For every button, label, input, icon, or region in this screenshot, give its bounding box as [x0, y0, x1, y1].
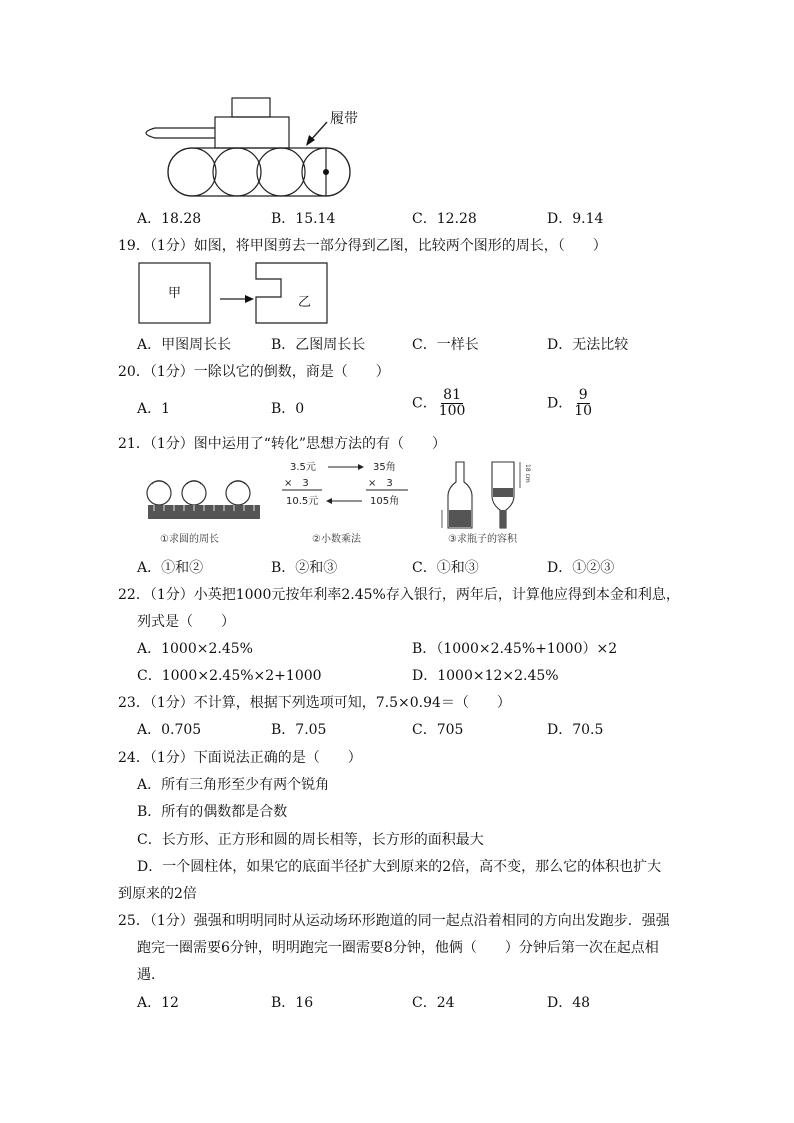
- q20-option-d-prefix: D．: [547, 395, 573, 412]
- q22-option-d[interactable]: D．1000×12×2.45%: [412, 668, 559, 684]
- tread-label: 履带: [330, 111, 358, 127]
- q19-option-b[interactable]: B．乙图周长长: [271, 337, 366, 353]
- tank-wheel: [213, 148, 261, 196]
- q20-option-c[interactable]: [412, 388, 467, 419]
- q25-stem-line3: 遇．: [137, 967, 165, 983]
- svg-text:10.5元: 10.5元: [286, 496, 319, 507]
- tank-wheel: [168, 148, 216, 196]
- q21-option-a[interactable]: A．①和②: [137, 560, 204, 576]
- q24-option-c[interactable]: C．长方形、正方形和圆的周长相等，长方形的面积最大: [137, 832, 484, 848]
- q21-option-c[interactable]: C．①和③: [412, 560, 479, 576]
- q24-stem: 24．（1分）下面说法正确的是（ ）: [118, 750, 362, 766]
- q20-option-c-prefix: C．: [412, 395, 437, 412]
- svg-text:3.5元: 3.5元: [290, 462, 316, 473]
- tank-wheel: [257, 148, 305, 196]
- q24-option-b[interactable]: B．所有的偶数都是合数: [137, 804, 288, 820]
- q19-option-a[interactable]: A．甲图周长长: [137, 337, 232, 353]
- shape-jia-label: 甲: [168, 286, 182, 301]
- q25-stem-line2: 跑完一圈需要6分钟，明明跑完一圈需要8分钟，他俩（ ）分钟后第一次在起点相: [137, 940, 659, 956]
- q19-stem: 19．（1分）如图，将甲图剪去一部分得到乙图，比较两个图形的周长，（ ）: [118, 238, 607, 254]
- q24-option-d-cont: 到原来的2倍: [118, 886, 197, 902]
- tank-figure: [135, 92, 375, 202]
- tank-barrel: [146, 128, 215, 138]
- q25-stem-line1: 25．（1分）强强和明明同时从运动场环形跑道的同一起点沿着相同的方向出发跑步．强强: [118, 913, 670, 929]
- q25-option-b[interactable]: B．16: [271, 995, 314, 1011]
- q20-stem: 20．（1分）一除以它的倒数，商是（ ）: [118, 364, 390, 380]
- q21-fig-bottle: [428, 458, 543, 550]
- q18-option-a[interactable]: A．18.28: [137, 211, 202, 227]
- q23-stem: 23．（1分）不计算，根据下列选项可知，7.5×0.94＝（ ）: [118, 695, 511, 711]
- q22-option-a[interactable]: A．1000×2.45%: [137, 641, 253, 657]
- q21-option-b[interactable]: B．②和③: [271, 560, 338, 576]
- caption-bottle-volume: ③求瓶子的容积: [448, 534, 517, 545]
- q25-option-a[interactable]: A．12: [137, 995, 179, 1011]
- q20-option-d[interactable]: [547, 388, 594, 419]
- bottle-height-label: 18 cm: [524, 464, 531, 483]
- svg-text:× 3: × 3: [284, 478, 309, 489]
- q19-figure: [138, 262, 333, 324]
- q18-option-c[interactable]: C．12.28: [412, 211, 477, 227]
- q24-option-d[interactable]: D．一个圆柱体，如果它的底面半径扩大到原来的2倍，高不变，那么它的体积也扩大: [137, 859, 662, 875]
- q21-fig-circle-roll: [140, 460, 266, 550]
- q22-stem-line1: 22．（1分）小英把1000元按年利率2.45%存入银行，两年后，计算他应得到本金和利息，: [118, 587, 680, 603]
- q20-option-a[interactable]: A．1: [137, 401, 171, 417]
- svg-text:× 3: × 3: [368, 478, 393, 489]
- wheel-center-dot: [323, 169, 329, 175]
- fraction: [572, 388, 594, 419]
- q25-option-c[interactable]: C．24: [412, 995, 455, 1011]
- caption-decimal-mult: ②小数乘法: [312, 534, 361, 545]
- q22-option-b[interactable]: B．（1000×2.45%+1000）×2: [412, 641, 618, 657]
- fraction-denominator: 10: [574, 403, 593, 419]
- caption-circle-perimeter: ①求圆的周长: [160, 534, 219, 545]
- shape-yi-label: 乙: [298, 295, 312, 310]
- q18-option-d[interactable]: D．9.14: [547, 211, 604, 227]
- tank-turret: [232, 98, 270, 117]
- q23-option-d[interactable]: D．70.5: [547, 722, 604, 738]
- q23-option-c[interactable]: C．705: [412, 722, 464, 738]
- q19-option-d[interactable]: D．无法比较: [547, 337, 629, 353]
- fraction-denominator: 100: [438, 403, 466, 419]
- shape-yi: [256, 263, 327, 323]
- q24-option-a[interactable]: A．所有三角形至少有两个锐角: [137, 777, 330, 793]
- q25-option-d[interactable]: D．48: [547, 995, 591, 1011]
- q22-option-c[interactable]: C．1000×2.45%×2+1000: [137, 668, 322, 684]
- tank-body: [215, 117, 289, 148]
- q20-option-b[interactable]: B．0: [271, 401, 305, 417]
- fraction: [437, 388, 468, 419]
- fraction-numerator: 81: [443, 387, 461, 403]
- fraction-numerator: 9: [578, 387, 588, 403]
- q21-stem: 21．（1分）图中运用了“转化”思想方法的有（ ）: [118, 436, 447, 452]
- q22-stem-line2: 列式是（ ）: [137, 614, 235, 630]
- q18-option-b[interactable]: B．15.14: [271, 211, 336, 227]
- q23-option-a[interactable]: A．0.705: [137, 722, 202, 738]
- tank-tread: [168, 148, 350, 196]
- svg-text:105角: 105角: [370, 496, 400, 507]
- q21-option-d[interactable]: D．①②③: [547, 560, 615, 576]
- q21-fig-decimal-mult: [272, 458, 417, 550]
- q23-option-b[interactable]: B．7.05: [271, 722, 327, 738]
- svg-text:35角: 35角: [373, 462, 396, 473]
- q19-option-c[interactable]: C．一样长: [412, 337, 479, 353]
